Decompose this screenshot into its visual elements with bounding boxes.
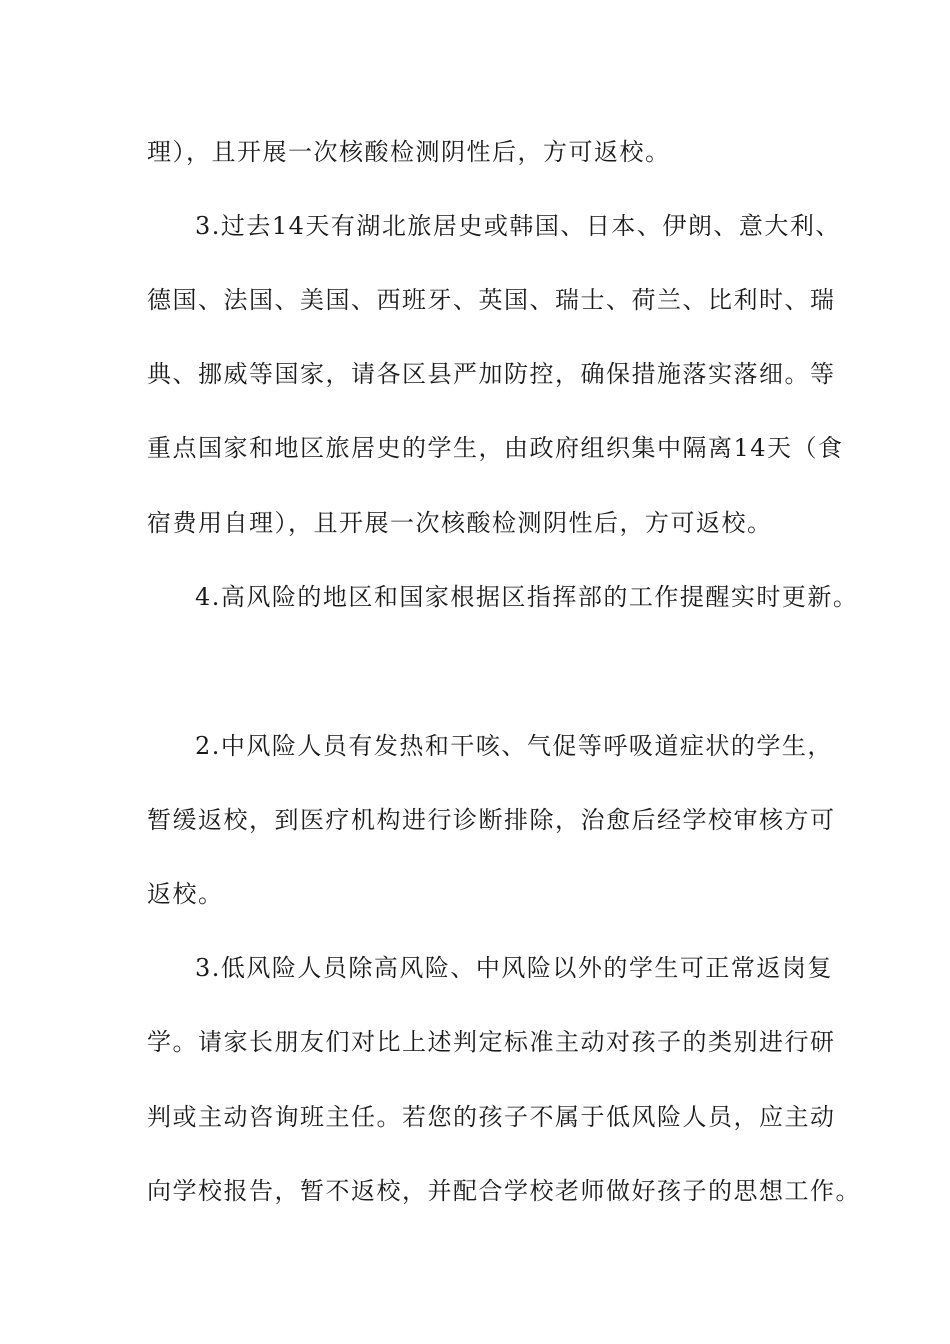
text-line: 2.中风险人员有发热和干咳、气促等呼吸道症状的学生， — [195, 732, 833, 760]
text-line: 3.过去14天有湖北旅居史或韩国、日本、伊朗、意大利、 — [195, 212, 841, 240]
text-line: 典、挪威等国家，请各区县严加防控，确保措施落实落细。等 — [147, 360, 836, 388]
text-line: 判或主动咨询班主任。若您的孩子不属于低风险人员，应主动 — [147, 1103, 836, 1131]
text-line: 德国、法国、美国、西班牙、英国、瑞士、荷兰、比利时、瑞 — [147, 286, 836, 314]
text-line: 宿费用自理），且开展一次核酸检测阴性后，方可返校。 — [147, 509, 773, 537]
text-line: 暂缓返校，到医疗机构进行诊断排除，治愈后经学校审核方可 — [147, 806, 836, 834]
text-line: 重点国家和地区旅居史的学生，由政府组织集中隔离14天（食 — [147, 434, 844, 462]
text-line: 返校。 — [147, 880, 224, 908]
text-line: 4.高风险的地区和国家根据区指挥部的工作提醒实时更新。 — [195, 583, 859, 611]
text-line: 向学校报告，暂不返校，并配合学校老师做好孩子的思想工作。 — [147, 1177, 861, 1205]
text-line: 3.低风险人员除高风险、中风险以外的学生可正常返岗复 — [195, 954, 833, 982]
text-line: 理），且开展一次核酸检测阴性后，方可返校。 — [147, 138, 671, 166]
text-line: 学。请家长朋友们对比上述判定标准主动对孩子的类别进行研 — [147, 1028, 836, 1056]
